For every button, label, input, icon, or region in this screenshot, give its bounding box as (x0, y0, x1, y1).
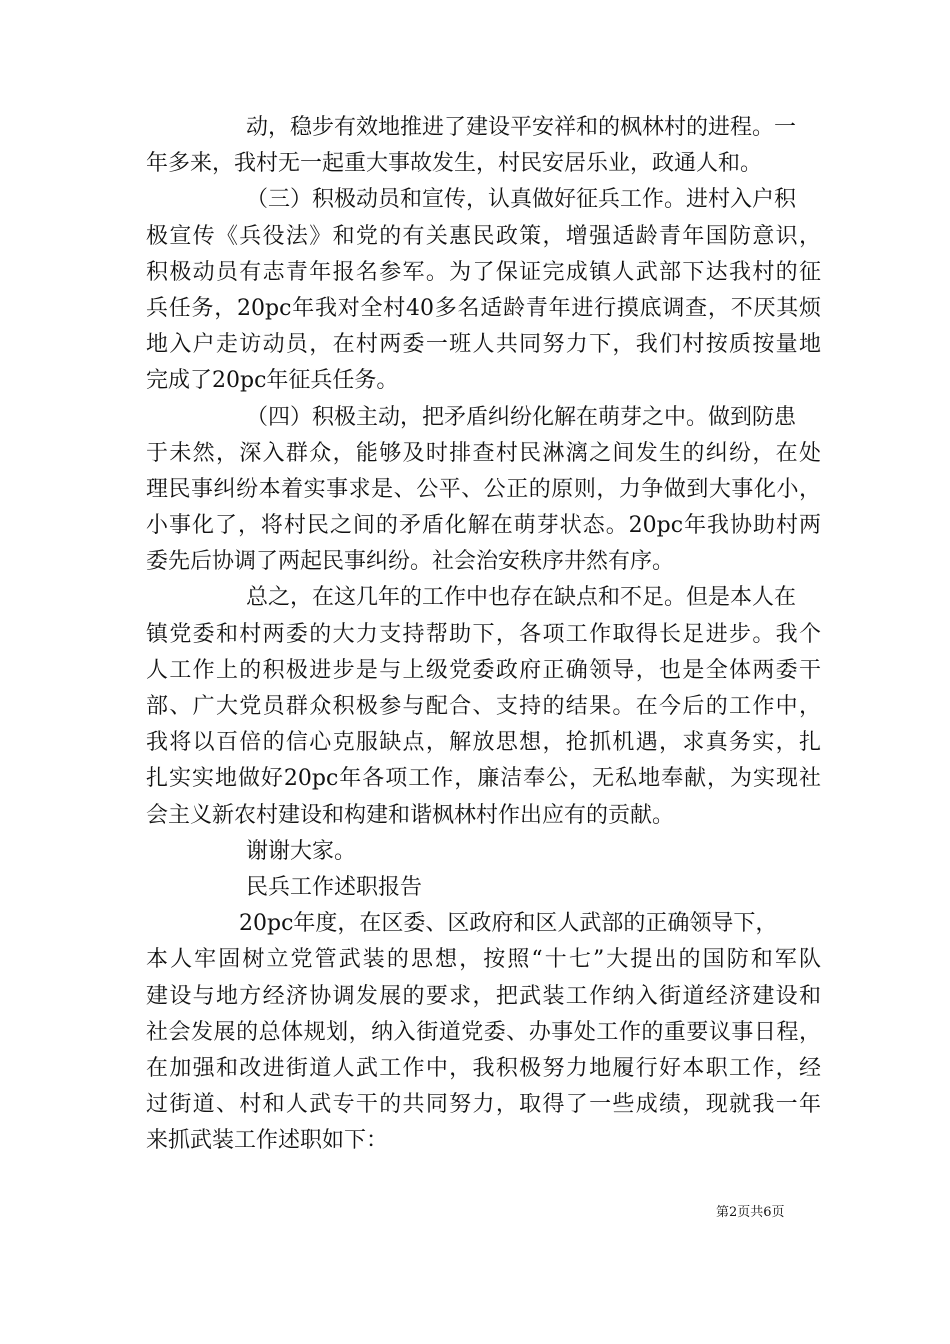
text-line: 完成了20pc年征兵任务。 (146, 368, 399, 394)
text-line: 会主义新农村建设和构建和谐枫林村作出应有的贡献。 (146, 802, 675, 828)
text-line: 理民事纠纷本着实事求是、公平、公正的原则，力争做到大事化小， (146, 476, 821, 502)
text-line: （三）积极动员和宣传，认真做好征兵工作。进村入户积 (246, 187, 797, 213)
closing-line: 谢谢大家。 (246, 838, 357, 864)
text-line: 本人牢固树立党管武装的思想，按照“十七”大提出的国防和军队 (146, 947, 821, 973)
text-line: 镇党委和村两委的大力支持帮助下，各项工作取得长足进步。我个 (146, 621, 821, 647)
text-line: 极宣传《兵役法》和党的有关惠民政策，增强适龄青年国防意识， (146, 223, 821, 249)
text-line: 小事化了，将村民之间的矛盾化解在萌芽状态。20pc年我协助村两 (146, 513, 821, 539)
text-line: 建设与地方经济协调发展的要求，把武装工作纳入街道经济建设和 (146, 983, 821, 1009)
text-line: 20pc年度，在区委、区政府和区人武部的正确领导下， (239, 911, 778, 937)
text-line: 于未然，深入群众，能够及时排查村民淋漓之间发生的纠纷，在处 (146, 440, 821, 466)
text-line: 在加强和改进街道人武工作中，我积极努力地履行好本职工作，经 (146, 1055, 821, 1081)
page-number: 第2页共6页 (716, 1205, 785, 1220)
text-line: 来抓武装工作述职如下： (146, 1128, 389, 1154)
text-line: 人工作上的积极进步是与上级党委政府正确领导，也是全体两委干 (146, 657, 821, 683)
text-line: （四）积极主动，把矛盾纠纷化解在萌芽之中。做到防患 (246, 404, 797, 430)
text-line: 积极动员有志青年报名参军。为了保证完成镇人武部下达我村的征 (146, 259, 821, 285)
text-line: 部、广大党员群众积极参与配合、支持的结果。在今后的工作中， (146, 694, 821, 719)
text-line: 兵任务，20pc年我对全村40多名适龄青年进行摸底调查，不厌其烦 (146, 295, 821, 321)
text-line: 我将以百倍的信心克服缺点，解放思想，抢抓机遇，求真务实，扎 (146, 730, 821, 756)
section-title: 民兵工作述职报告 (246, 874, 423, 900)
text-line: 委先后协调了两起民事纠纷。社会治安秩序井然有序。 (146, 549, 675, 575)
text-line: 地入户走访动员，在村两委一班人共同努力下，我们村按质按量地 (146, 332, 821, 358)
text-line: 年多来，我村无一起重大事故发生，村民安居乐业，政通人和。 (146, 151, 763, 177)
text-line: 扎实实地做好20pc年各项工作，廉洁奉公，无私地奉献，为实现社 (146, 766, 821, 792)
text-line: 总之，在这几年的工作中也存在缺点和不足。但是本人在 (246, 585, 797, 611)
text-line: 过街道、村和人武专干的共同努力，取得了一些成绩，现就我一年 (146, 1092, 821, 1118)
text-line: 动，稳步有效地推进了建设平安祥和的枫林村的进程。一 (246, 115, 797, 140)
text-line: 社会发展的总体规划，纳入街道党委、办事处工作的重要议事日程， (146, 1019, 821, 1045)
document-body (146, 110, 821, 1159)
